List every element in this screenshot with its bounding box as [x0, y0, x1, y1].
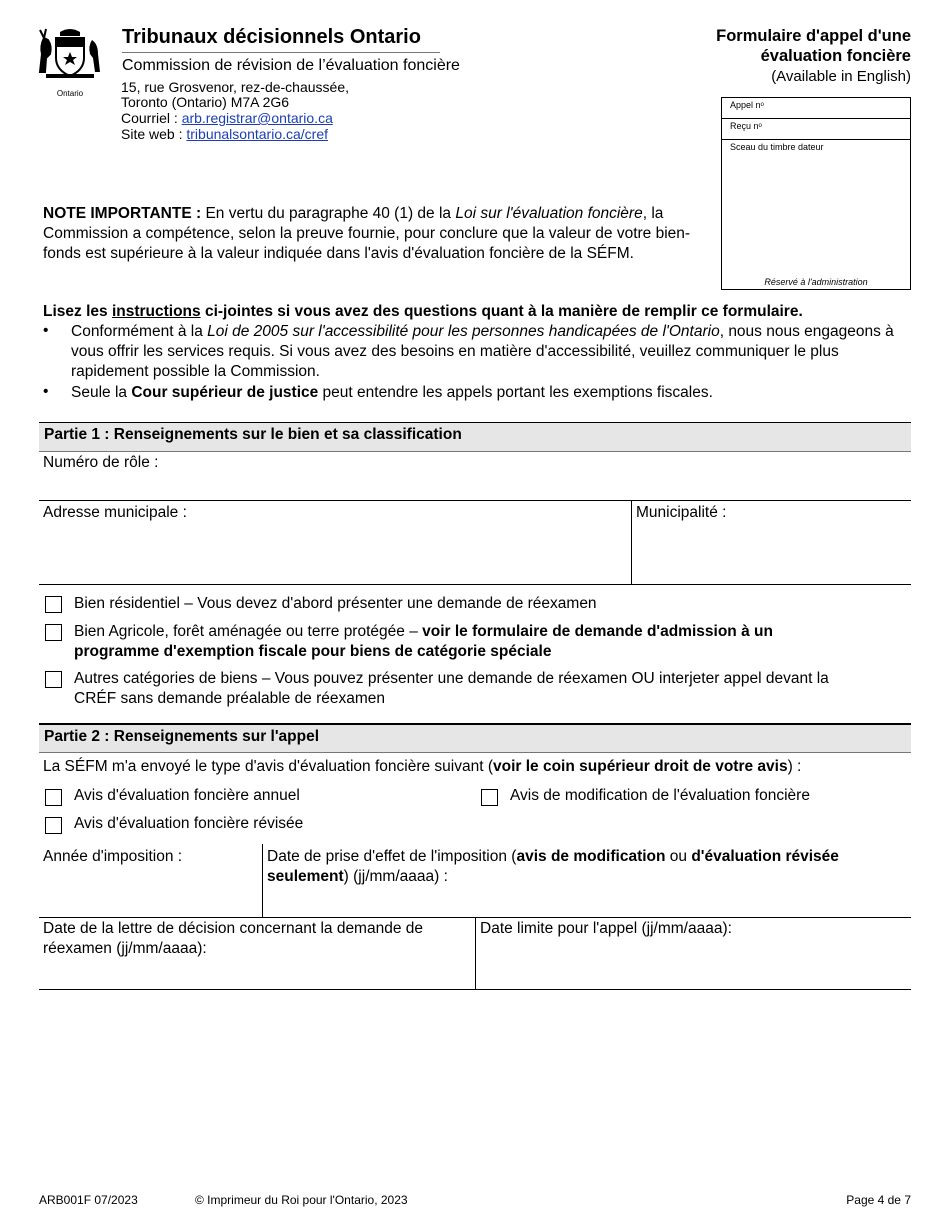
- admin-box: [721, 97, 911, 290]
- bullet-1-text-1: Conformément à la: [71, 323, 208, 340]
- form-title-line-2: évaluation foncière: [760, 47, 911, 65]
- roll-number-label: Numéro de rôle :: [43, 454, 159, 471]
- instructions-link[interactable]: instructions: [111, 303, 201, 320]
- reserved-admin-label: Réservé à l'administration: [764, 277, 868, 287]
- bullet-1-marker: •: [43, 322, 49, 339]
- effective-date-field[interactable]: [263, 889, 911, 916]
- other-option-line-1: Autres catégories de biens – Vous pouvez présenter une demande de réexamen OU interjeter appel devant la: [74, 670, 829, 687]
- municipality-field[interactable]: [632, 501, 911, 583]
- revised-notice-checkbox[interactable]: [45, 817, 62, 834]
- revised-notice-label: Avis d'évaluation foncière révisée: [74, 815, 304, 832]
- other-property-checkbox[interactable]: [45, 671, 62, 688]
- effective-bold-2: d'évaluation révisée: [691, 848, 839, 865]
- form-title-line-1: Formulaire d'appel d'une: [716, 27, 911, 45]
- note-text-2: , la Commission a compétence, selon la preuve fournie, pour conclure que la valeur de votre bien-fonds est supérieure à la valeur indiquée dans l'avis d'évaluation foncière de la SÉFM.: [43, 205, 691, 262]
- bullet-2-text-1: Seule la: [71, 384, 132, 401]
- effective-bold-1: avis de modification: [516, 848, 666, 865]
- decision-letter-date-label: [43, 919, 423, 959]
- website-label: Site web :: [121, 126, 187, 142]
- instructions-lead: [43, 302, 803, 322]
- farm-option-text: Bien Agricole, forêt aménagée ou terre protégée –: [74, 623, 423, 640]
- part2-header: Partie 2 : Renseignements sur l'appel: [39, 723, 911, 753]
- logo-caption: Ontario: [56, 89, 84, 98]
- farm-option-bold-2: programme d'exemption fiscale pour biens de catégorie spéciale: [74, 643, 552, 660]
- part1-header: Partie 1 : Renseignements sur le bien et sa classification: [39, 422, 911, 452]
- effective-text-2: ) (jj/mm/aaaa) :: [343, 868, 448, 885]
- annual-notice-label: Avis d'évaluation foncière annuel: [74, 787, 300, 804]
- note-label: NOTE IMPORTANTE :: [43, 205, 202, 222]
- ontario-coat-of-arms-logo: [36, 24, 104, 98]
- bullet-accessibility: [71, 322, 911, 382]
- other-property-option-label: [74, 669, 914, 709]
- annual-notice-checkbox[interactable]: [45, 789, 62, 806]
- appeal-number-label: Appel nᵒ: [730, 100, 764, 110]
- roll-number-field[interactable]: [39, 452, 911, 499]
- important-note: [43, 204, 703, 264]
- intro-bold: voir le coin supérieur droit de votre avis: [493, 758, 788, 775]
- website-link[interactable]: tribunalsontario.ca/cref: [186, 126, 329, 142]
- notice-type-intro: [43, 757, 801, 777]
- intro-text-1: La SÉFM m'a envoyé le type d'avis d'évaluation foncière suivant (: [43, 758, 493, 775]
- form-title: [716, 26, 911, 66]
- received-number-field[interactable]: [722, 119, 910, 140]
- address-line-1: 15, rue Grosvenor, rez-de-chaussée,: [121, 79, 350, 95]
- email-link[interactable]: arb.registrar@ontario.ca: [181, 110, 333, 126]
- bullet-2-text-2: peut entendre les appels portant les exemptions fiscales.: [318, 384, 713, 401]
- received-number-label: Reçu nᵒ: [730, 121, 762, 131]
- instructions-lead-2: ci-jointes si vous avez des questions quant à la manière de remplir ce formulaire.: [200, 303, 803, 320]
- form-code: ARB001F 07/2023: [39, 1193, 138, 1207]
- decision-line-2: réexamen (jj/mm/aaaa):: [43, 940, 207, 957]
- note-text-1: En vertu du paragraphe 40 (1) de la: [201, 205, 456, 222]
- copyright: © Imprimeur du Roi pour l'Ontario, 2023: [195, 1193, 408, 1207]
- instructions-lead-1: Lisez les: [43, 303, 112, 320]
- bullet-2-bold: Cour supérieur de justice: [131, 384, 319, 401]
- page-number: Page 4 de 7: [846, 1193, 911, 1207]
- appeal-number-field[interactable]: [722, 98, 910, 119]
- tax-year-label: Année d'imposition :: [43, 848, 183, 865]
- date-stamp-label: Sceau du timbre dateur: [730, 142, 824, 152]
- appeal-deadline-label: Date limite pour l'appel (jj/mm/aaaa):: [480, 920, 732, 937]
- effective-mid: ou: [665, 848, 692, 865]
- decision-letter-date-field[interactable]: [39, 960, 474, 988]
- other-option-line-2: CRÉF sans demande préalable de réexamen: [74, 690, 386, 707]
- website-line: [121, 126, 328, 142]
- effective-bold-3: seulement: [267, 868, 344, 885]
- amended-notice-checkbox[interactable]: [481, 789, 498, 806]
- residential-option-label: Bien résidentiel – Vous devez d'abord présenter une demande de réexamen: [74, 595, 597, 612]
- email-label: Courriel :: [121, 110, 182, 126]
- intro-text-2: ) :: [787, 758, 802, 775]
- address-line-2: Toronto (Ontario) M7A 2G6: [121, 94, 290, 110]
- amended-notice-label: Avis de modification de l'évaluation foncière: [510, 787, 810, 804]
- tax-year-field[interactable]: [39, 845, 261, 916]
- residential-checkbox[interactable]: [45, 596, 62, 613]
- municipality-label: Municipalité :: [636, 504, 727, 521]
- bullet-court: [71, 383, 713, 403]
- bullet-1-law: Loi de 2005 sur l'accessibilité pour les personnes handicapées de l'Ontario: [207, 323, 720, 340]
- available-in-english: (Available in English): [771, 68, 911, 85]
- commission-name: Commission de révision de l’évaluation foncière: [122, 57, 460, 74]
- effective-date-label: [267, 847, 907, 887]
- email-line: [121, 110, 333, 126]
- org-name: Tribunaux décisionnels Ontario: [122, 26, 421, 48]
- appeal-deadline-field[interactable]: [476, 940, 911, 988]
- farm-checkbox[interactable]: [45, 624, 62, 641]
- bullet-2-marker: •: [43, 383, 49, 400]
- decision-line-1: Date de la lettre de décision concernant la demande de: [43, 920, 423, 937]
- effective-text-1: Date de prise d'effet de l'imposition (: [267, 848, 517, 865]
- note-law: Loi sur l'évaluation foncière: [455, 205, 643, 222]
- municipal-address-field[interactable]: [39, 501, 630, 583]
- farm-option-label: [74, 622, 909, 662]
- municipal-address-label: Adresse municipale :: [43, 504, 187, 521]
- farm-option-bold-1: voir le formulaire de demande d'admission à un: [422, 623, 773, 640]
- bullet-1-text-2: , nous nous engageons à vous offrir les services requis. Si vous avez des besoins en matière d'accessibilité, veuillez communiquer le plus rapidement possible la Commission.: [71, 323, 894, 380]
